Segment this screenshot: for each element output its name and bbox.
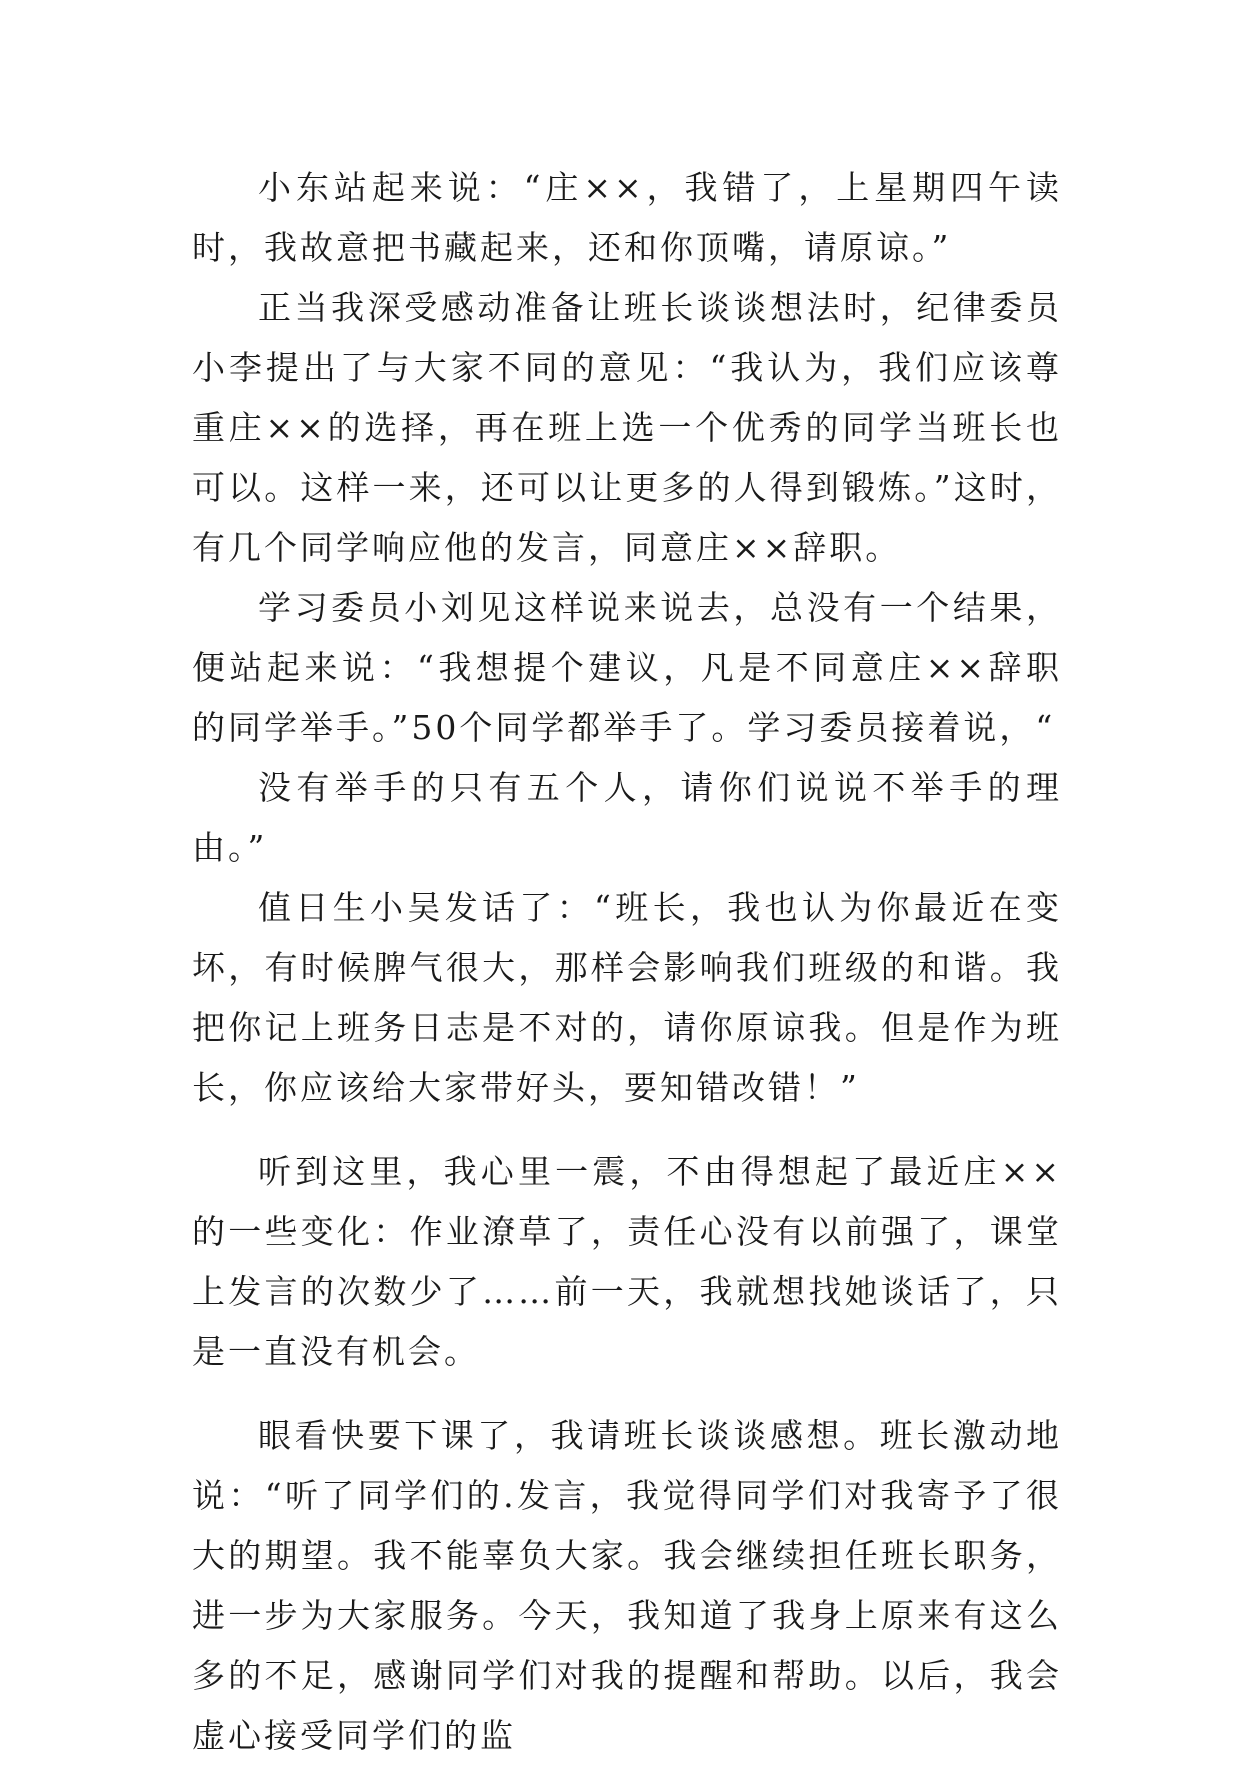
paragraph-3: 学习委员小刘见这样说来说去，总没有一个结果，便站起来说：“我想提个建议，凡是不同意庄××辞职的同学举手。”50个同学都举手了。学习委员接着说，“ bbox=[192, 588, 1062, 747]
paragraph-6: 听到这里，我心里一震，不由得想起了最近庄××的一些变化：作业潦草了，责任心没有以前强了，课堂上发言的次数少了……前一天，我就想找她谈话了，只是一直没有机会。 bbox=[192, 1152, 1062, 1371]
paragraph-1: 小东站起来说：“庄××，我错了，上星期四午读时，我故意把书藏起来，还和你顶嘴，请原谅。” bbox=[192, 168, 1062, 267]
paragraph-4: 没有举手的只有五个人，请你们说说不举手的理由。” bbox=[192, 768, 1062, 867]
paragraph-5: 值日生小吴发话了：“班长，我也认为你最近在变坏，有时候脾气很大，那样会影响我们班级的和谐。我把你记上班务日志是不对的，请你原谅我。但是作为班长，你应该给大家带好头，要知错改错！” bbox=[192, 888, 1062, 1107]
body-text bbox=[192, 158, 1062, 1766]
paragraph-2: 正当我深受感动准备让班长谈谈想法时，纪律委员小李提出了与大家不同的意见：“我认为，我们应该尊重庄××的选择，再在班上选一个优秀的同学当班长也可以。这样一来，还可以让更多的人得到锻炼。”这时，有几个同学响应他的发言，同意庄××辞职。 bbox=[192, 288, 1062, 567]
paragraph-7: 眼看快要下课了，我请班长谈谈感想。班长激动地说：“听了同学们的.发言，我觉得同学们对我寄予了很大的期望。我不能辜负大家。我会继续担任班长职务，进一步为大家服务。今天，我知道了我身上原来有这么多的不足，感谢同学们对我的提醒和帮助。以后，我会虚心接受同学们的监 bbox=[192, 1416, 1062, 1755]
